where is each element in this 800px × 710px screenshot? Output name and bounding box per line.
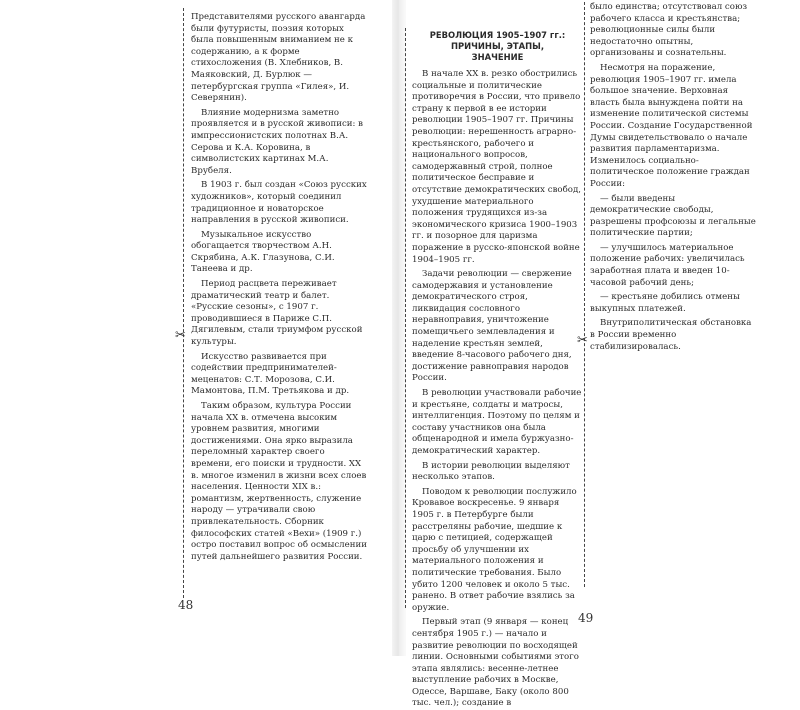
paragraph: Период расцвета переживает драматический театр и балет. «Русские сезоны», с 1907 г. проводившиеся в Париже С.П. Дягилевым, стали триумфом русской культуры. — [191, 279, 363, 348]
left-page-column — [191, 0, 367, 563]
page-number-right: 49 — [578, 611, 594, 625]
paragraph: В революции участвовали рабочие и крестьяне, солдаты и матросы, интеллигенция. Поэтому по целям и составу участников она была общенародной и имела буржуазно-демократический характер. — [412, 388, 582, 456]
heading-line: РЕВОЛЮЦИЯ 1905–1907 гг.: — [429, 30, 566, 40]
paragraph: — улучшилось материальное положение рабочих: увеличилась заработная плата и введен 10-часовой рабочий день; — [590, 242, 745, 288]
cut-line-right — [584, 2, 585, 587]
paragraph: — были введены демократические свободы, разрешены профсоюзы и легальные политические партии; — [590, 193, 756, 239]
paragraph: было единства; отсутствовал союз рабочего класса и крестьянства; революционные силы были недостаточно опытны, организованы и сознательны. — [590, 2, 748, 59]
paragraph: Первый этап (9 января — конец сентября 1905 г.) — начало и развитие революции по восходящей линии. Основными событиями этого этапа являлись: весенне-летнее выступление рабочих в Москве, Одессе, Варшаве, Баку (около 800 тыс. чел.); создание в — [412, 617, 579, 709]
heading-line: ЗНАЧЕНИЕ — [471, 52, 524, 62]
paragraph: В истории революции выделяют несколько этапов. — [412, 460, 570, 483]
section-heading — [412, 30, 583, 63]
paragraph: — крестьяне добились отмены выкупных платежей. — [590, 292, 740, 314]
book-gutter — [392, 0, 406, 656]
paragraph: Поводом к революции послужило Кровавое воскресенье. 9 января 1905 г. в Петербурге были расстреляны рабочие, шедшие к царю с петицией, содержащей просьбу об улучшении их материального положения и политические требования. Было убито 1200 человек и около 5 тыс. ранено. В ответ рабочие взялись за оружие. — [412, 486, 577, 613]
paragraph: Внутриполитическая обстановка в России временно стабилизировалась. — [590, 318, 752, 352]
paragraph: В 1903 г. был создан «Союз русских художников», который соединил традиционное и новаторское направления в русской живописи. — [191, 180, 367, 226]
cut-line-left — [183, 8, 184, 598]
cut-line-middle — [405, 28, 406, 608]
heading-line: ПРИЧИНЫ, ЭТАПЫ, — [450, 41, 545, 51]
paragraph: Влияние модернизма заметно проявляется и в русской живописи: в импрессионистских полотнах В.А. Серова и К.А. Коровина, в символистских картинах М.А. Врубеля. — [191, 107, 364, 176]
right-page-column-2 — [590, 0, 758, 353]
page-number-left: 48 — [178, 598, 194, 612]
paragraph: Представителями русского авангарда были футуристы, поэзия которых была повышенным вниманием не к содержанию, а к форме стихосложения (В. Хлебников, В. Маяковский, Д. Бурлюк — петербургская группа «Гилея», И. Северянин). — [191, 12, 366, 104]
scissors-icon: ✂ — [175, 328, 186, 343]
paragraph: Искусство развивается при содействии предпринимателей-меценатов: С.Т. Морозова, С.И. Мамонтова, П.М. Третьякова и др. — [191, 351, 350, 397]
paragraph: Несмотря на поражение, революция 1905–1907 гг. имела большое значение. Верховная власть была вынуждена пойти на изменение политической системы России. Создание Государственной Думы свидетельствовало о начале развития парламентаризма. Изменилось социально-политическое положение граждан России: — [590, 62, 753, 189]
paragraph: Задачи революции — свержение самодержавия и установление демократического строя, ликвидация сословного неравноправия, уничтожение помещичьего землевладения и наделение крестьян землей, введение 8-часового рабочего дня, достижение равноправия народов России. — [412, 269, 572, 384]
paragraph: Таким образом, культура России начала XX в. отмечена высоким уровнем развития, многими достижениями. Она ярко выразила переломный характер своего времени, его поиски и трудности. XX в. многое изменил в жизни всех слоев населения. Ценности XIX в.: романтизм, жертвенность, служение народу — утрачивали свою привлекательность. Сборник философских статей «Вехи» (1909 г.) остро поставил вопрос об осмыслении путей дальнейшего развития России. — [191, 401, 367, 562]
scissors-icon: ✂ — [577, 333, 588, 348]
right-page-column-1 — [412, 0, 583, 710]
paragraph: Музыкальное искусство обогащается творчеством А.Н. Скрябина, А.К. Глазунова, С.И. Танеева и др. — [191, 229, 335, 275]
paragraph: В начале XX в. резко обострились социальные и политические противоречия в России, что привело страну к первой в ее истории революции 1905–1907 гг. Причины революции: нерешенность аграрно-крестьянского, рабочего и национального вопросов, самодержавный строй, полное политическое бесправие и отсутствие демократических свобод, ухудшение материального положения трудящихся из-за экономического кризиса 1900–1903 гг. и позорное для царизма поражение в русско-японской войне 1904–1905 гг. — [412, 69, 582, 265]
